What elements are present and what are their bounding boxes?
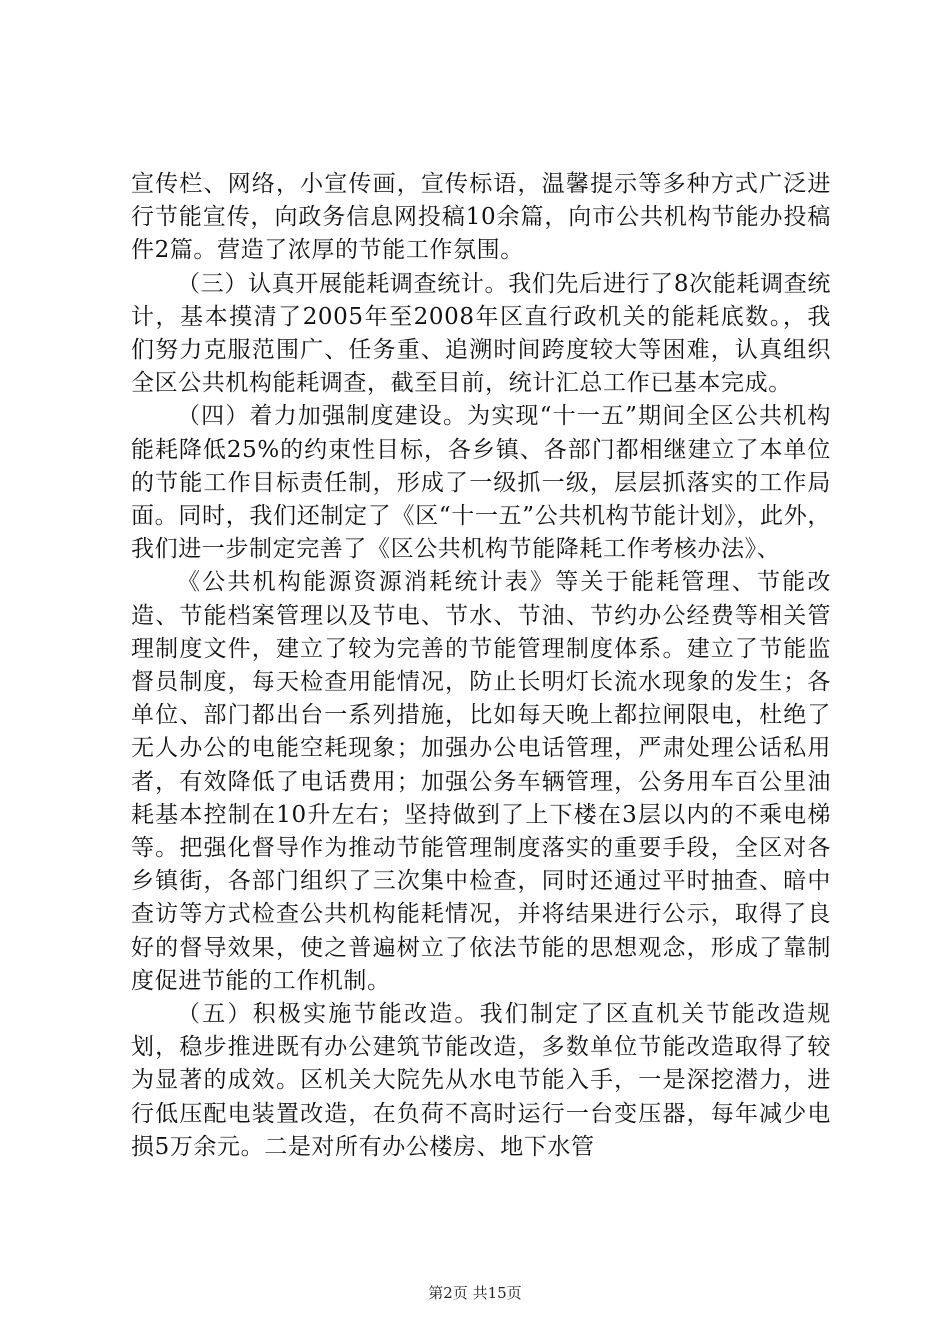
paragraph-1: 宣传栏、网络，小宣传画，宣传标语，温馨提示等多种方式广泛进行节能宣传，向政务信息网投稿10余篇，向市公共机构节能办投稿件2篇。营造了浓厚的节能工作氛围。 — [131, 171, 831, 264]
page-footer: 第2页 共15页 — [428, 1284, 522, 1302]
paragraph-4: 《公共机构能源资源消耗统计表》等关于能耗管理、节能改造、节能档案管理以及节电、节水、节油、节约办公经费等相关管理制度文件，建立了较为完善的节能管理制度体系。建立了节能监督员制度，每天检查用能情况，防止长明灯长流水现象的发生；各单位、部门都出台一系列措施，比如每天晚上都拉闸限电，杜绝了无人办公的电能空耗现象；加强办公电话管理，严肃处理公话私用者，有效降低了电话费用；加强公务车辆管理，公务用车百公里油耗基本控制在10升左右；坚持做到了上下楼在3层以内的不乘电梯等。把强化督导作为推动节能管理制度落实的重要手段，全区对各乡镇街，各部门组织了三次集中检查，同时还通过平时抽查、暗中查访等方式检查公共机构能耗情况，并将结果进行公示，取得了良好的督导效果，使之普遍树立了依法节能的思想观念，形成了靠制度促进节能的工作机制。 — [131, 569, 831, 994]
paragraph-5: （五）积极实施节能改造。我们制定了区直机关节能改造规划，稳步推进既有办公建筑节能改造，多数单位节能改造取得了较为显著的成效。区机关大院先从水电节能入手，一是深挖潜力，进行低压配电装置改造，在负荷不高时运行一台变压器，每年减少电损5万余元。二是对所有办公楼房、地下水管 — [131, 1001, 831, 1160]
document-body — [131, 168, 831, 1164]
paragraph-3: （四）着力加强制度建设。为实现“十一五”期间全区公共机构能耗降低25%的约束性目标，各乡镇、各部门都相继建立了本单位的节能工作目标责任制，形成了一级抓一级，层层抓落实的工作局面。同时，我们还制定了《区“十一五”公共机构节能计划》，此外，我们进一步制定完善了《区公共机构节能降耗工作考核办法》、 — [131, 403, 831, 563]
paragraph-2: （三）认真开展能耗调查统计。我们先后进行了8次能耗调查统计，基本摸清了2005年至2008年区直行政机关的能耗底数。，我们努力克服范围广、任务重、追溯时间跨度较大等困难，认真组织全区公共机构能耗调查，截至目前，统计汇总工作已基本完成。 — [131, 270, 831, 397]
